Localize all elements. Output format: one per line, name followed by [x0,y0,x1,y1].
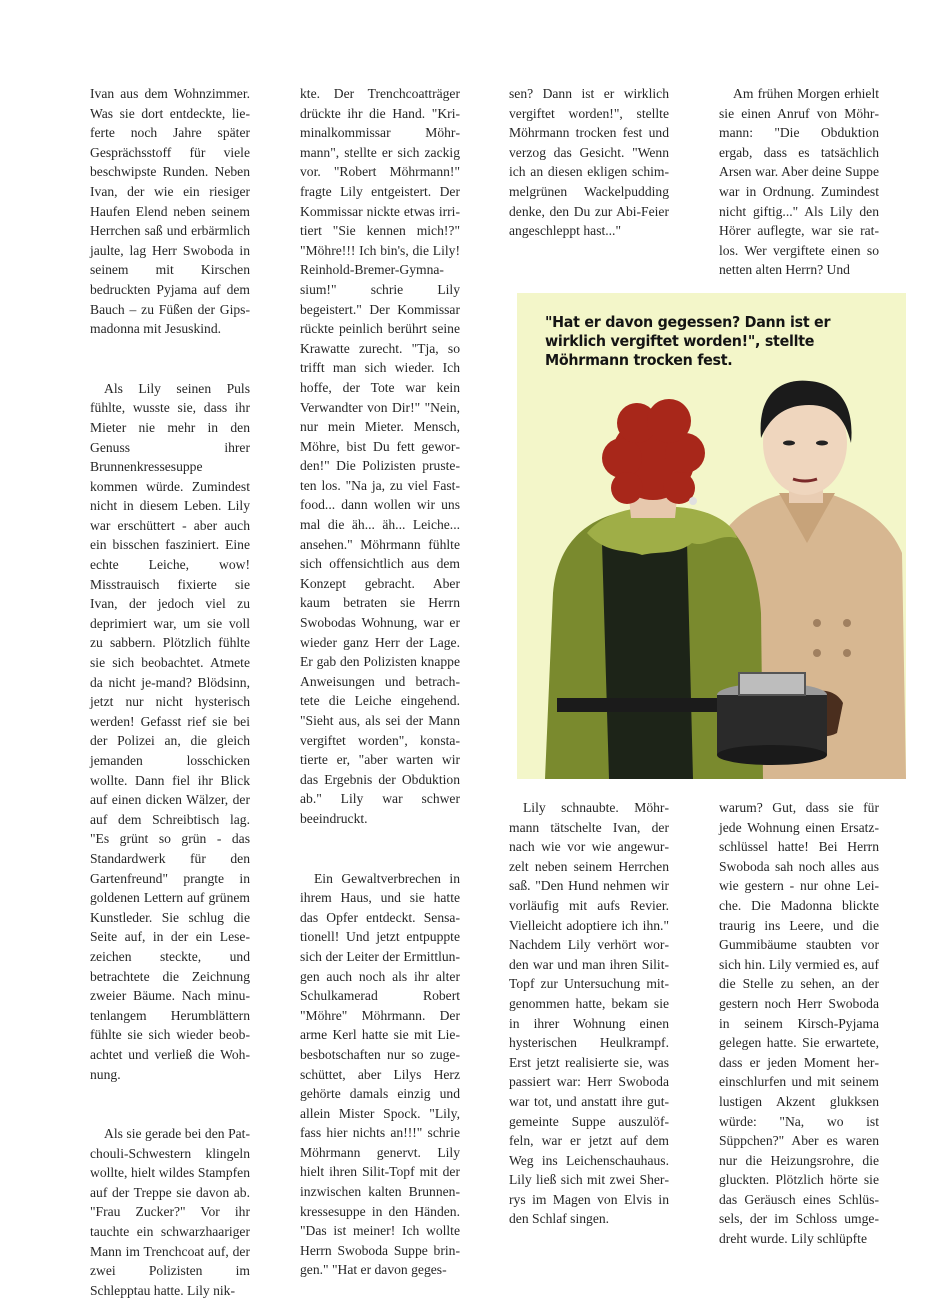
article-column-1 [90,84,250,1300]
article-column-3-top [509,84,669,241]
article-column-3-bottom [509,798,669,1229]
illustration [517,293,906,779]
paragraph: warum? Gut, dass sie für jede Wohnung einen Ersatzschlüssel hatte! Bei Herrn Swoboda sah noch alles aus wie gestern - nur ohne Leiche. Die Madonna blickte traurig ins Leere, und die Gummibäume staubten vor sich hin. Lily vermied es, auf die Stelle zu sehen, an der gestern noch Herr Swoboda in seinem Kirsch-Pyjama gelegen hatte. Sie erwartete, dass er jeden Moment hereinschlurfen und mit seinem lustigen Akzent glukksen würde: "Na, wo ist Süppchen?" Aber es waren nur die Heizungsrohre, die gluckten. Plötzlich hörte sie das Geräusch eines Schlüssels, der im Schloss umgedreht wurde. Lily schlüpfte [719,800,879,1247]
article-column-4-bottom [719,798,879,1249]
article-column-2 [300,84,460,1280]
paragraph: Am frühen Morgen erhielt sie einen Anruf von Möhrmann: "Die Obduktion ergab, dass es tatsächlich Arsen war. Aber deine Suppe war in Ordnung. Zumindest nicht giftig..." Als Lily den Hörer auflegte, war sie ratlos. Wer vergiftete einen so netten alten Herrn? Und [719,86,879,278]
paragraph: Als sie gerade bei den Patchouli-Schwestern klingeln wollte, hielt wildes Stampfen auf der Treppe sie davon ab. "Frau Zucker?" Vor ihr tauchte ein schwarzhaariger Mann im Trenchcoat auf, der zwei Polizisten im Schlepptau hatte. Lily nik- [90,1126,250,1298]
paragraph: Ein Gewaltverbrechen in ihrem Haus, und sie hatte das Opfer entdeckt. Sensationell! Und jetzt entpuppte sich der Leiter der Ermittlungen auch noch als ihr alter Schulkamerad Robert "Möhre" Möhrmann. Der arme Kerl hatte sie mit Liebesbotschaften nur so zugeschüttet, aber Lilys Herz gehörte damals einzig und allein Mister Spock. "Lily, fass hier nichts an!!!" schrie Möhrmann genervt. Lily hielt ihren Silit-Topf mit der inzwischen kalten Brunnenkressesuppe in den Händen. "Das ist meiner! Ich wollte Herrn Swoboda Suppe bringen." "Hat er davon geges- [300,870,460,1278]
paragraph: Lily schnaubte. Möhrmann tätschelte Ivan, der nach wie vor wie angewurzelt neben seinem Herrchen saß. "Den Hund nehmen wir vorläufig mit aufs Revier. Vielleicht adoptiere ich ihn." Nachdem Lily verhört worden war und man ihren Silit-Topf zur Untersuchung mitgenommen hatte, bekam sie in ihrer Wohnung einen hysterischen Heulkrampf. Erst jetzt realisierte sie, was passiert war: Herr Swoboda war tot, und anstatt ihre gutgemeinte Suppe auszulöffeln, war er jetzt auf dem Weg ins Leichenschauhaus. Lily ließ sich mit zwei Sherrys im Magen von Elvis in den Schlaf singen. [509,800,669,1227]
paragraph: sen? Dann ist er wirklich vergiftet worden!", stellte Möhrmann trocken fest und verzog das Gesicht. "Wenn ich an diesen ekligen schimmelgrünen Wackelpudding denke, den Du zur Abi-Feier angeschleppt hast..." [509,86,669,239]
paragraph: Als Lily seinen Puls fühlte, wusste sie, dass ihr Mieter nie mehr in den Genuss ihrer Brunnenkressesuppe kommen würde. Zumindest nicht in diesem Leben. Lily war erschüttert - aber auch ein bisschen fasziniert. Eine echte Leiche, wow! Misstrauisch fixierte sie Ivan, der jedoch viel zu deprimiert war, um sie voll zu sabbern. Plötzlich fühlte sie sich beobachtet. Atmete da nicht je-mand? Blödsinn, jetzt nur nicht hysterisch werden! Gefasst rief sie bei der Polizei an, die gleich jemanden losschicken wollte. Dann fiel ihr Blick auf einen dicken Wälzer, der auf dem Schreibtisch lag. "Es grünt so grün - das Standardwerk für den Gartenfreund" prangte in goldenen Lettern auf grünem Kunstleder. Sie schlug die Seite auf, in der ein Lesezeichen steckte, und betrachtete die Zeichnung zweier Bäume. Nach minutenlangem Herumblättern fühlte sie sich wieder beobachtet und verließ die Wohnung. [90,380,250,1082]
article-column-4-top [719,84,879,280]
pull-quote: "Hat er davon gegessen? Dann ist er wirklich vergiftet worden!", stellte Möhrmann trocken fest. [545,313,831,369]
paragraph: kte. Der Trenchcoatträger drückte ihr die Hand. "Kriminalkommissar Möhrmann", stellte er sich zackig vor. "Robert Möhrmann!" fragte Lily entgeistert. Der Kommissar nickte etwas irritiert "Sie kennen mich!?" "Möhre!!! Ich bin's, die Lily! Reinhold-Bremer-Gymnasium!" schrie Lily begeistert." Der Kommissar rückte peinlich berührt seine Krawatte zurecht. "Tja, so trifft man sich wieder. Ich hoffe, der Tote war kein Verwandter von Dir!" "Nein, nur mein Mieter. Mensch, Möhre, bist Du fett geworden!" Die Polizisten prusteten los. "Na ja, zu viel Fastfood... dann wollen wir uns mal die äh... äh... Leiche... ansehen." Möhrmann fühlte sich offensichtlich aus dem Konzept gebracht. Aber kaum betraten sie Herrn Swobodas Wohnung, war er wieder ganz Herr der Lage. Er gab den Polizisten knappe Anweisungen und betrachtete die Leiche eingehend. "Sieht aus, als sei der Mann vergiftet worden", konstatierte er, "aber warten wir das Ergebnis der Obduktion ab." Lily war schwer beeindruckt. [300,86,460,826]
paragraph: Ivan aus dem Wohnzimmer. Was sie dort entdeckte, lieferte noch Jahre später Gesprächsstoff für viele beschwipste Runden. Neben Ivan, der wie ein riesiger Haufen Elend neben seinem Herrchen saß und erbärmlich jaulte, lag Herr Swoboda in seinem mit Kirschen bedruckten Pyjama auf dem Bauch – zu Füßen der Gipsmadonna mit Jesuskind. [90,86,250,337]
